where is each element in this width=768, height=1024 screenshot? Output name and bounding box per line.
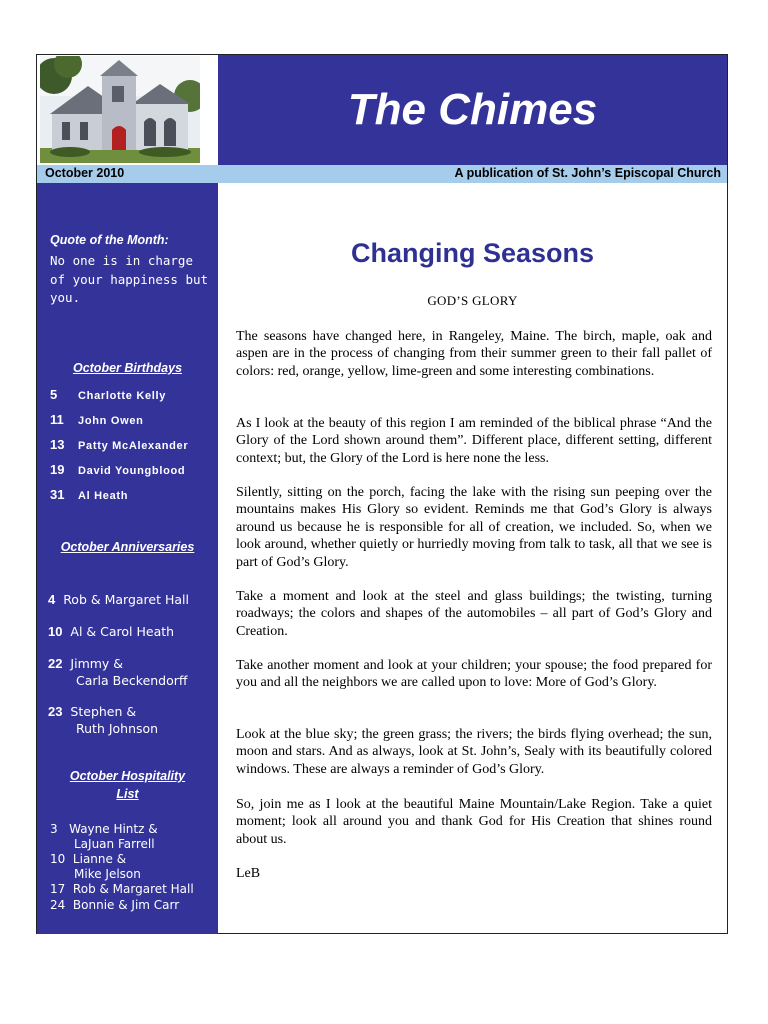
- hospitality-names: Lianne &: [72, 852, 127, 866]
- hospitality-item: [50, 822, 158, 852]
- dateline-bar: [37, 165, 727, 183]
- birthday-item: [50, 487, 128, 502]
- anniversary-item: [48, 703, 158, 737]
- hospitality-names: Wayne Hintz &: [69, 822, 158, 836]
- article-signature: LeB: [236, 866, 261, 881]
- birthday-item: [50, 387, 166, 402]
- birthdays-heading: October Birthdays: [72, 361, 183, 375]
- birthday-item: [50, 412, 144, 427]
- hospitality-names: Rob & Margaret Hall: [72, 882, 194, 896]
- hospitality-day: 17: [50, 882, 66, 896]
- anniversary-names-cont: Ruth Johnson: [76, 721, 159, 736]
- hospitality-heading-cont: List: [116, 787, 139, 801]
- anniversary-day: 4: [48, 592, 56, 607]
- anniversaries-heading: October Anniversaries: [60, 540, 195, 554]
- hospitality-day: 24: [50, 898, 66, 912]
- anniversary-names: Al & Carol Heath: [70, 624, 175, 639]
- hospitality-names-cont: LaJuan Farrell: [74, 837, 155, 851]
- anniversary-day: 22: [48, 656, 63, 671]
- article-headline: Changing Seasons: [350, 238, 595, 268]
- anniversary-item: [48, 623, 174, 640]
- anniversary-item: [48, 591, 189, 608]
- hospitality-item: [50, 882, 194, 897]
- article-paragraph: So, join me as I look at the beautiful Maine Mountain/Lake Region. Take a quiet moment; look all around you and thank God for His Creation that shines round about us.: [236, 797, 712, 847]
- birthday-day: 19: [50, 462, 65, 477]
- anniversary-names-cont: Carla Beckendorff: [76, 673, 188, 688]
- birthday-name: David Youngblood: [78, 465, 186, 477]
- birthday-name: Patty McAlexander: [78, 440, 189, 452]
- article-paragraph: Take a moment and look at the steel and glass buildings; the twisting, turning roadways; the colors and shapes of the automobiles – all part of God’s Glory and Creation.: [236, 589, 712, 639]
- birthday-item: [50, 462, 185, 477]
- birthday-day: 31: [50, 487, 65, 502]
- anniversary-day: 23: [48, 704, 63, 719]
- birthday-item: [50, 437, 188, 452]
- birthday-name: Charlotte Kelly: [78, 390, 167, 402]
- anniversary-names: Stephen &: [70, 704, 137, 719]
- article-subhead: GOD’S GLORY: [427, 293, 518, 308]
- issue-date: October 2010: [45, 166, 125, 180]
- anniversary-names: Jimmy &: [70, 656, 124, 671]
- hospitality-day: 3: [50, 822, 58, 836]
- hospitality-heading: October Hospitality: [69, 769, 186, 783]
- quote-text: No one is in charge of your happiness but you.: [50, 253, 209, 305]
- anniversary-item: [48, 655, 188, 689]
- hospitality-day: 10: [50, 852, 66, 866]
- hospitality-item: [50, 852, 141, 882]
- article-paragraph: Look at the blue sky; the green grass; the rivers; the birds flying overhead; the sun, moon and stars. And as always, look at St. John’s, Sealy with its beautifully colored windows. These are always a reminder of God’s Glory.: [236, 727, 712, 777]
- birthday-name: Al Heath: [78, 490, 129, 502]
- newsletter-title: The Chimes: [347, 85, 598, 134]
- article-paragraph: As I look at the beauty of this region I am reminded of the biblical phrase “And the Glory of the Lord shown around them”. Different place, different setting, different context; but, the Glory of the Lord is here none the less.: [236, 416, 712, 466]
- article-paragraph: Silently, sitting on the porch, facing the lake with the rising sun peeping over the mountains makes His Glory so evident. Reminds me that God’s Glory is always around us because he is responsible for all of creation, we included. So, when we look around, whether quietly or hurriedly moving from talk to task, all that we see is part of God’s Glory.: [236, 485, 712, 570]
- hospitality-names-cont: Mike Jelson: [74, 867, 141, 881]
- publication-line: A publication of St. John’s Episcopal Church: [454, 166, 721, 180]
- quote-heading: Quote of the Month:: [50, 233, 169, 247]
- birthday-day: 5: [50, 387, 58, 402]
- masthead-banner: [218, 55, 727, 165]
- birthday-day: 13: [50, 437, 65, 452]
- anniversary-names: Rob & Margaret Hall: [63, 592, 189, 607]
- birthday-day: 11: [50, 412, 64, 427]
- sidebar: [37, 183, 218, 934]
- anniversary-day: 10: [48, 624, 63, 639]
- church-photo: [40, 56, 200, 163]
- birthday-name: John Owen: [78, 415, 144, 427]
- hospitality-names: Bonnie & Jim Carr: [72, 898, 180, 912]
- article-paragraph: The seasons have changed here, in Rangeley, Maine. The birch, maple, oak and aspen are in the process of changing from their summer green to their fall pallet of colors: red, orange, yellow, lime-green and some interesting combinations.: [236, 329, 712, 379]
- hospitality-item: [50, 898, 179, 913]
- article-paragraph: Take another moment and look at your children; your spouse; the food prepared for you and all the neighbors we are called upon to love: More of God’s Glory.: [236, 658, 712, 691]
